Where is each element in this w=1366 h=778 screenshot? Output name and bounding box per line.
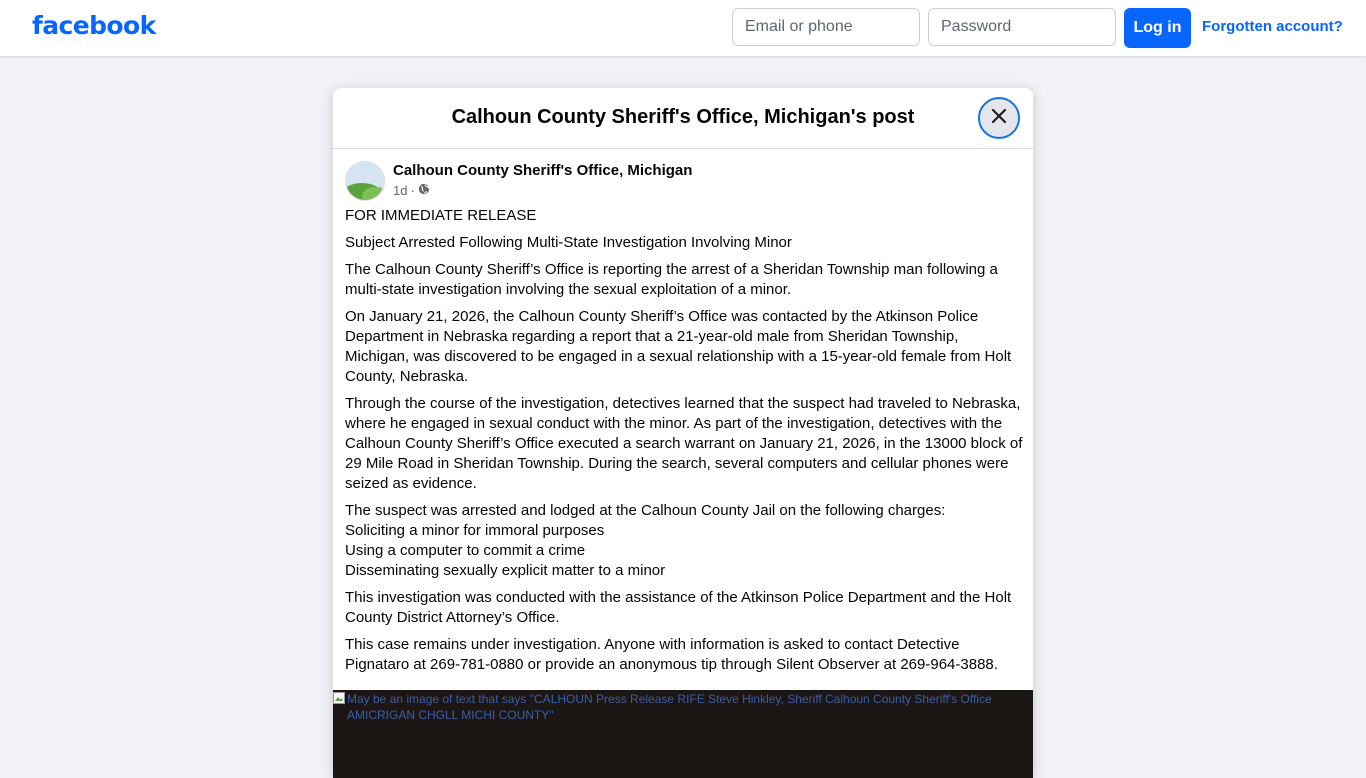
broken-image-icon xyxy=(333,691,345,723)
login-button[interactable]: Log in xyxy=(1124,8,1191,48)
post-text xyxy=(345,206,1023,682)
dialog-title: Calhoun County Sheriff's Office, Michigan's post xyxy=(451,106,915,128)
post-paragraph: On January 21, 2026, the Calhoun County Sheriff’s Office was contacted by the Atkinson Police Department in Nebraska regarding a report that a 21-year-old male from Sheridan Township, Michigan, was discovered to be engaged in a sexual relationship with a 15-year-old female from Holt County, Nebraska. xyxy=(345,308,1012,385)
post-paragraph: The suspect was arrested and lodged at the Calhoun County Jail on the following charges: Soliciting a minor for immoral purposes Using a computer to commit a crime Disseminating sexually explicit matter to a minor xyxy=(345,502,946,579)
post-timestamp[interactable]: 1d xyxy=(393,183,408,198)
meta-separator: · xyxy=(410,183,415,198)
email-or-phone-input[interactable] xyxy=(732,8,920,46)
image-alt-text xyxy=(333,691,1023,723)
post-author-name[interactable]: Calhoun County Sheriff's Office, Michigan xyxy=(393,162,693,179)
globe-icon xyxy=(418,183,430,198)
post-dialog xyxy=(333,88,1033,778)
post-paragraph: Subject Arrested Following Multi-State Investigation Involving Minor xyxy=(345,234,792,251)
image-alt-label: May be an image of text that says "CALHOUN Press Release RIFE Steve Hinkley, Sheriff Calhoun County Sheriff's Office AMICRIGAN CHGLL MICHI COUNTY" xyxy=(347,692,992,722)
top-navigation-bar xyxy=(0,0,1366,56)
post-paragraph: The Calhoun County Sheriff’s Office is reporting the arrest of a Sheridan Township man following a multi-state investigation involving the sexual exploitation of a minor. xyxy=(345,261,998,298)
password-input[interactable] xyxy=(928,8,1116,46)
post-paragraph: Through the course of the investigation, detectives learned that the suspect had traveled to Nebraska, where he engaged in sexual conduct with the minor. As part of the investigation, detectives with the Calhoun County Sheriff’s Office executed a search warrant on January 21, 2026, in the 13000 block of 29 Mile Road in Sheridan Township. During the search, several computers and cellular phones were seized as evidence. xyxy=(345,395,1023,492)
post-paragraph: This investigation was conducted with the assistance of the Atkinson Police Department and the Holt County District Attorney’s Office. xyxy=(345,589,1012,626)
forgotten-account-link[interactable]: Forgotten account? xyxy=(1202,18,1343,35)
facebook-logo[interactable]: facebook xyxy=(32,11,156,40)
post-image[interactable] xyxy=(333,690,1033,778)
post-paragraph: FOR IMMEDIATE RELEASE xyxy=(345,207,537,224)
post-meta xyxy=(393,183,430,198)
page-avatar[interactable] xyxy=(345,161,385,201)
close-button[interactable] xyxy=(978,97,1020,139)
close-icon xyxy=(991,108,1007,129)
post-paragraph: This case remains under investigation. Anyone with information is asked to contact Detective Pignataro at 269-781-0880 or provide an anonymous tip through Silent Observer at 269-964-3888. xyxy=(345,636,998,673)
dialog-header xyxy=(333,88,1033,149)
